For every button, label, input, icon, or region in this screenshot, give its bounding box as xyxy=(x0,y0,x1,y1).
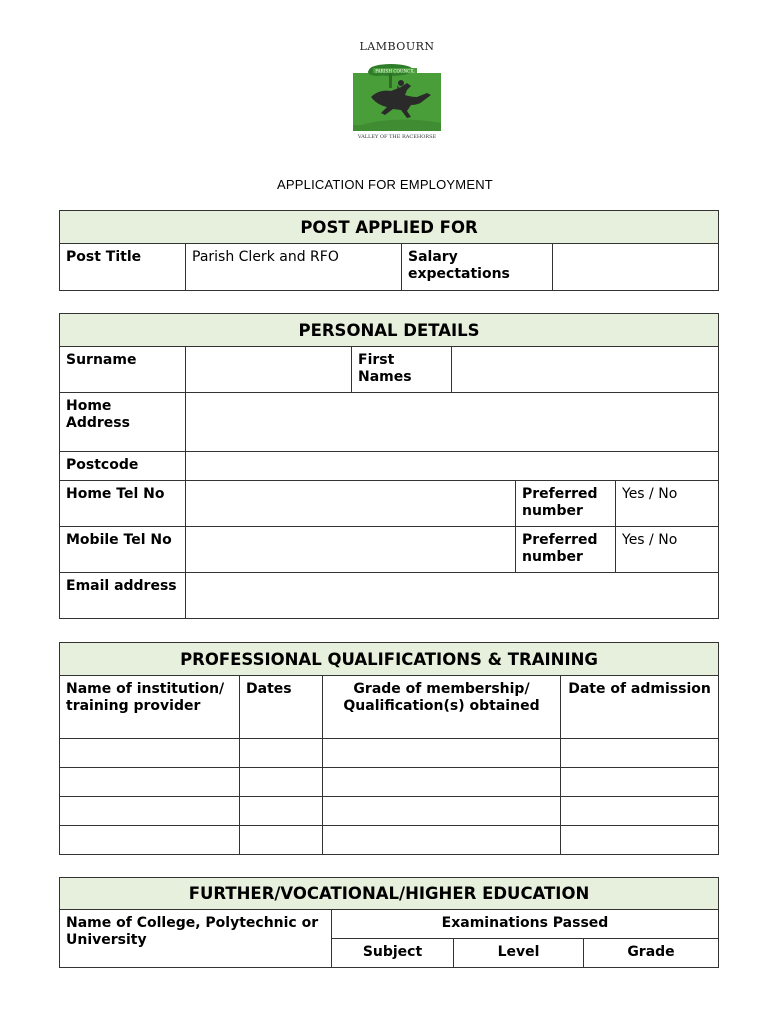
personal-details-heading: PERSONAL DETAILS xyxy=(60,314,719,347)
admission-date-field[interactable] xyxy=(561,797,719,826)
mobile-tel-field[interactable] xyxy=(186,527,516,573)
column-header: Dates xyxy=(240,676,323,739)
admission-date-field[interactable] xyxy=(561,768,719,797)
preferred-number-label: Preferred number xyxy=(516,481,616,527)
table-row xyxy=(60,826,719,855)
column-header: Date of admission xyxy=(561,676,719,739)
first-names-label: First Names xyxy=(352,347,452,393)
surname-label: Surname xyxy=(60,347,186,393)
postcode-label: Postcode xyxy=(60,452,186,481)
home-preferred-yes-no[interactable]: Yes / No xyxy=(616,481,719,527)
dates-field[interactable] xyxy=(240,797,323,826)
education-heading: FURTHER/VOCATIONAL/HIGHER EDUCATION xyxy=(60,878,719,910)
email-label: Email address xyxy=(60,573,186,619)
logo-title: LAMBOURN xyxy=(359,40,435,53)
level-label: Level xyxy=(454,939,584,968)
qualification-field[interactable] xyxy=(323,826,561,855)
dates-field[interactable] xyxy=(240,826,323,855)
admission-date-field[interactable] xyxy=(561,739,719,768)
surname-field[interactable] xyxy=(186,347,352,393)
table-row xyxy=(60,768,719,797)
post-applied-heading: POST APPLIED FOR xyxy=(60,211,719,244)
dates-field[interactable] xyxy=(240,768,323,797)
home-tel-label: Home Tel No xyxy=(60,481,186,527)
home-address-field[interactable] xyxy=(186,393,719,452)
column-header: Grade of membership/ Qualification(s) obtained xyxy=(323,676,561,739)
institution-field[interactable] xyxy=(60,739,240,768)
table-row xyxy=(60,739,719,768)
logo-banner: PARISH COUNCIL xyxy=(375,68,415,74)
subject-label: Subject xyxy=(332,939,454,968)
institution-field[interactable] xyxy=(60,797,240,826)
qualifications-table xyxy=(59,642,719,855)
personal-details-table xyxy=(59,313,719,619)
preferred-number-label: Preferred number xyxy=(516,527,616,573)
council-logo xyxy=(349,40,445,144)
mobile-preferred-yes-no[interactable]: Yes / No xyxy=(616,527,719,573)
home-address-label: Home Address xyxy=(60,393,186,452)
logo-subtitle: VALLEY OF THE RACEHORSE xyxy=(357,134,437,140)
post-title-label: Post Title xyxy=(60,244,186,291)
salary-label: Salary expectations xyxy=(402,244,553,291)
college-label: Name of College, Polytechnic or University xyxy=(60,910,332,968)
post-applied-table xyxy=(59,210,719,291)
grade-label: Grade xyxy=(584,939,719,968)
column-header: Name of institution/ training provider xyxy=(60,676,240,739)
home-tel-field[interactable] xyxy=(186,481,516,527)
qualification-field[interactable] xyxy=(323,768,561,797)
institution-field[interactable] xyxy=(60,768,240,797)
qualifications-heading: PROFESSIONAL QUALIFICATIONS & TRAINING xyxy=(60,643,719,676)
mobile-tel-label: Mobile Tel No xyxy=(60,527,186,573)
salary-field[interactable] xyxy=(553,244,719,291)
examinations-passed-label: Examinations Passed xyxy=(332,910,719,939)
admission-date-field[interactable] xyxy=(561,826,719,855)
email-field[interactable] xyxy=(186,573,719,619)
dates-field[interactable] xyxy=(240,739,323,768)
document-title: APPLICATION FOR EMPLOYMENT xyxy=(277,177,493,192)
racehorse-logo-icon xyxy=(351,53,443,133)
qualification-field[interactable] xyxy=(323,797,561,826)
education-table xyxy=(59,877,719,968)
first-names-field[interactable] xyxy=(452,347,719,393)
qualification-field[interactable] xyxy=(323,739,561,768)
institution-field[interactable] xyxy=(60,826,240,855)
table-row xyxy=(60,797,719,826)
postcode-field[interactable] xyxy=(186,452,719,481)
post-title-field[interactable]: Parish Clerk and RFO xyxy=(186,244,402,291)
